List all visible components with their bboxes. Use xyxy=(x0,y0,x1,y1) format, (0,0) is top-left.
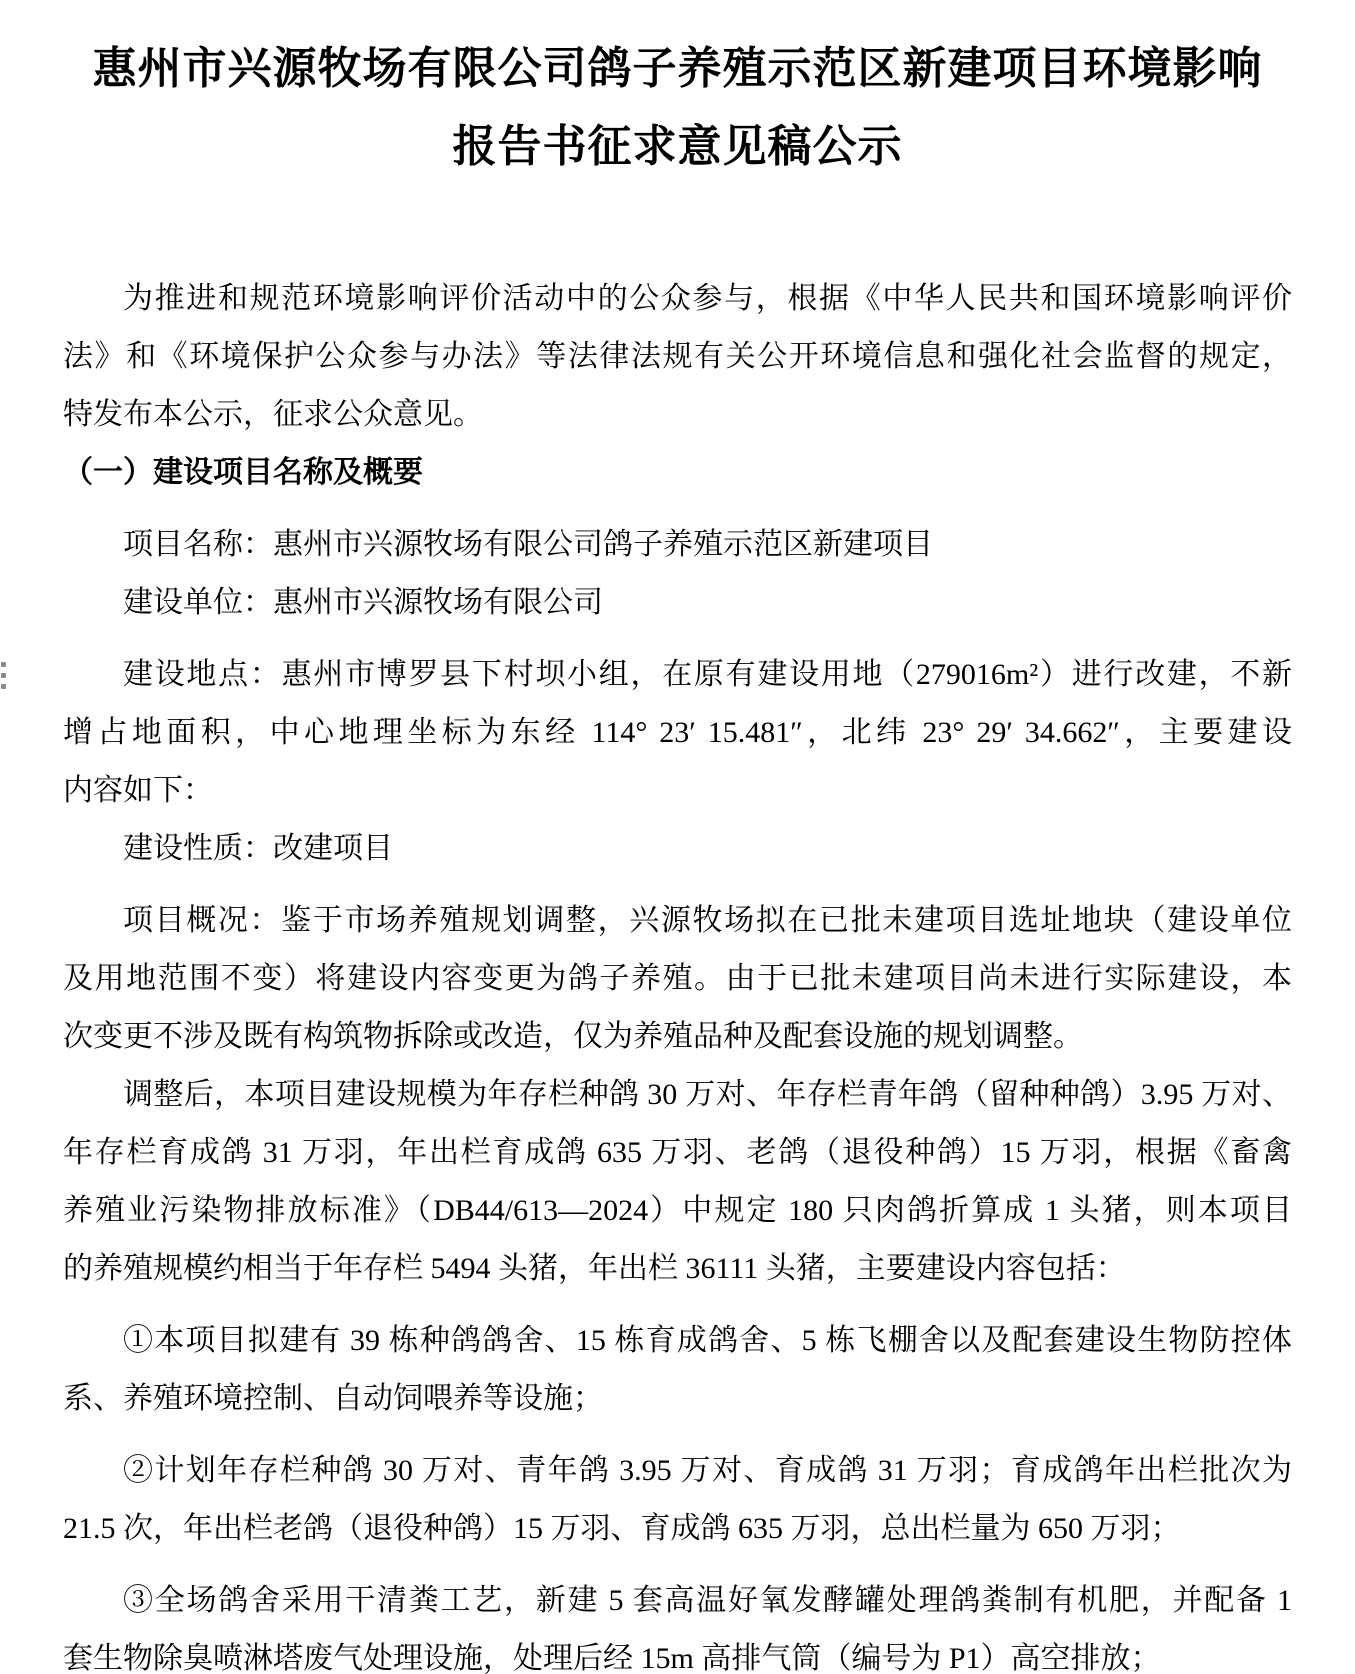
paragraph xyxy=(63,820,1292,878)
paragraph xyxy=(63,270,1292,444)
document-body xyxy=(63,270,1292,1674)
document-content xyxy=(63,30,1292,1674)
text-line: 21.5 次，年出栏老鸽（退役种鸽）15 万羽、育成鸽 635 万羽，总出栏量为 650 万羽； xyxy=(63,1512,1181,1545)
margin-dot xyxy=(1,673,6,678)
text-line: 系、养殖环境控制、自动饲喂养等设施； xyxy=(63,1382,603,1415)
text-line: 养殖业污染物排放标准》（DB44/613—2024）中规定 180 只肉鸽折算成 1 头猪，则本项目 xyxy=(63,1194,1292,1227)
paragraph xyxy=(63,1442,1292,1558)
text-line: 为推进和规范环境影响评价活动中的公众参与，根据《中华人民共和国环境影响评价 xyxy=(123,282,1292,315)
text-line: 内容如下： xyxy=(63,774,213,807)
margin-dot xyxy=(1,662,6,667)
text-line: 的养殖规模约相当于年存栏 5494 头猪，年出栏 36111 头猪，主要建设内容包括： xyxy=(63,1252,1126,1285)
margin-dot xyxy=(1,684,6,689)
paragraph xyxy=(63,1312,1292,1428)
text-line: 建设单位：惠州市兴源牧场有限公司 xyxy=(123,586,603,619)
text-line: 特发布本公示，征求公众意见。 xyxy=(63,398,483,431)
section-heading xyxy=(63,444,1292,502)
document-title xyxy=(63,30,1292,186)
paragraph xyxy=(63,1066,1292,1298)
paragraph xyxy=(63,646,1292,820)
text-line: 增占地面积，中心地理坐标为东经 114° 23′ 15.481″，北纬 23° 29′ 34.662″，主要建设 xyxy=(63,716,1292,749)
text-line: ①本项目拟建有 39 栋种鸽鸽舍、15 栋育成鸽舍、5 栋飞棚舍以及配套建设生物防控体 xyxy=(123,1324,1292,1357)
text-line: （一）建设项目名称及概要 xyxy=(63,456,423,489)
paragraph xyxy=(63,574,1292,632)
text-line: 年存栏育成鸽 31 万羽，年出栏育成鸽 635 万羽、老鸽（退役种鸽）15 万羽，根据《畜禽 xyxy=(63,1136,1292,1169)
text-line: 调整后，本项目建设规模为年存栏种鸽 30 万对、年存栏青年鸽（留种种鸽）3.95 万对、 xyxy=(123,1078,1292,1111)
text-line: 建设地点：惠州市博罗县下村坝小组，在原有建设用地（279016m²）进行改建，不新 xyxy=(123,658,1292,691)
paragraph xyxy=(63,516,1292,574)
title-line-2: 报告书征求意见稿公示 xyxy=(452,122,903,171)
paragraph xyxy=(63,892,1292,1066)
text-line: 项目概况：鉴于市场养殖规划调整，兴源牧场拟在已批未建项目选址地块（建设单位 xyxy=(123,904,1292,937)
title-line-1: 惠州市兴源牧场有限公司鸽子养殖示范区新建项目环境影响 xyxy=(92,44,1263,93)
text-line: ②计划年存栏种鸽 30 万对、青年鸽 3.95 万对、育成鸽 31 万羽；育成鸽年出栏批次为 xyxy=(123,1454,1292,1487)
text-line: 法》和《环境保护公众参与办法》等法律法规有关公开环境信息和强化社会监督的规定， xyxy=(63,340,1292,373)
margin-marker-dots xyxy=(1,662,7,695)
text-line: 及用地范围不变）将建设内容变更为鸽子养殖。由于已批未建项目尚未进行实际建设，本 xyxy=(63,962,1292,995)
text-line: 套生物除臭喷淋塔废气处理设施，处理后经 15m 高排气筒（编号为 P1）高空排放； xyxy=(63,1642,1161,1674)
paragraph xyxy=(63,1572,1292,1674)
text-line: 项目名称：惠州市兴源牧场有限公司鸽子养殖示范区新建项目 xyxy=(123,528,933,561)
text-line: 建设性质：改建项目 xyxy=(123,832,393,865)
text-line: 次变更不涉及既有构筑物拆除或改造，仅为养殖品种及配套设施的规划调整。 xyxy=(63,1020,1083,1053)
text-line: ③全场鸽舍采用干清粪工艺，新建 5 套高温好氧发酵罐处理鸽粪制有机肥，并配备 1 xyxy=(123,1584,1292,1617)
